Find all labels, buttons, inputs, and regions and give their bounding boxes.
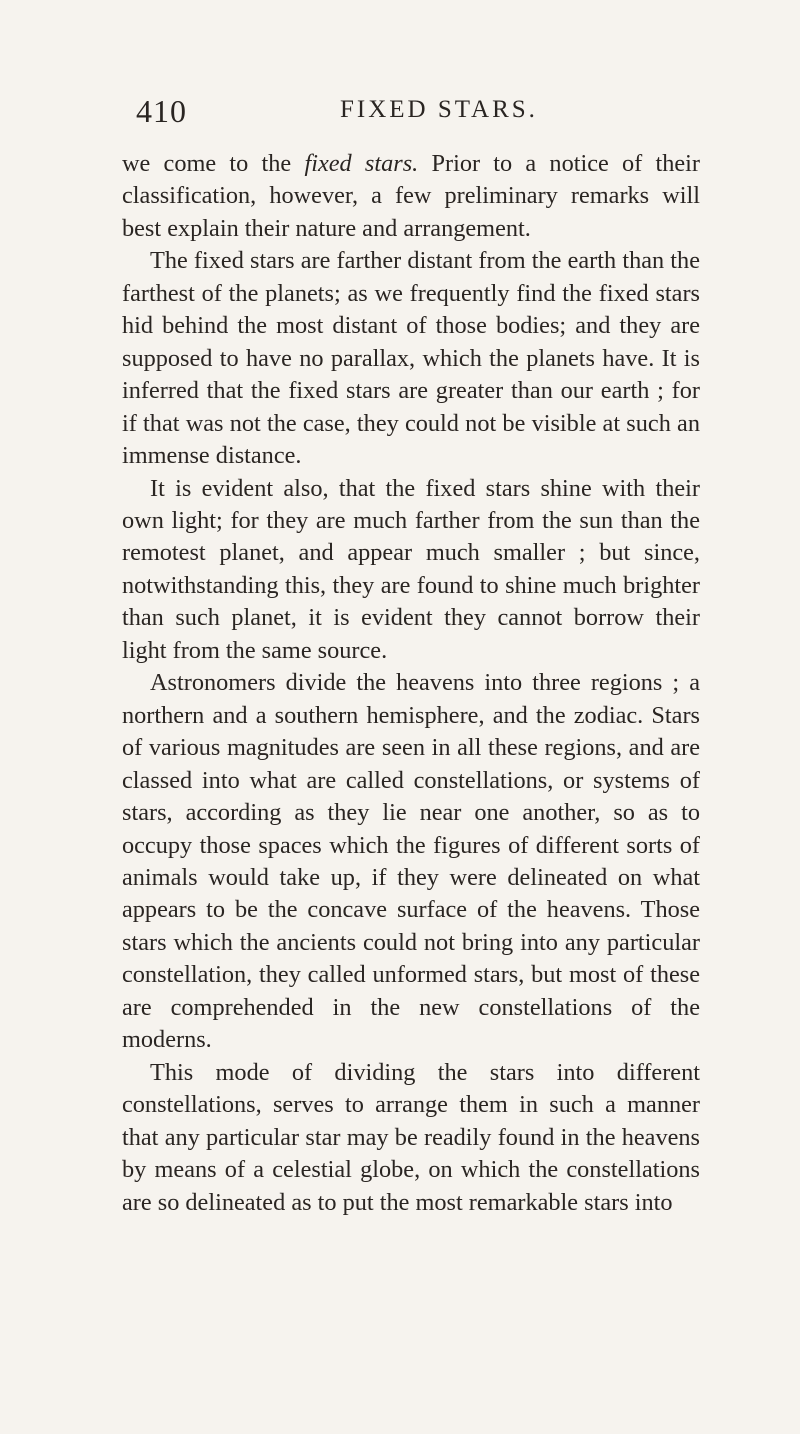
paragraph-1 <box>122 148 700 245</box>
fixed-stars-emphasis: fixed stars. <box>304 150 419 177</box>
paragraph-1-text-start: we come to the <box>122 150 305 177</box>
paragraph-1-text-end: Prior to a notice of their classification, however, a few preliminary remarks will best explain their nature and arrangement. <box>122 150 700 242</box>
page-number: 410 <box>136 93 187 129</box>
paragraph-4: Astronomers divide the heavens into three regions ; a northern and a southern hemisphere, and the zodiac. Stars of various magnitudes are seen in all these regions, and are classed into what are called constellations, or systems of stars, according as they lie near one another, so as to occupy those spaces which the figures of different sorts of animals would take up, if they were delineated on what appears to be the concave surface of the heavens. Those stars which the ancients could not bring into any particular constellation, they called unformed stars, but most of these are comprehended in the new constellations of the moderns. <box>122 669 700 1054</box>
paragraph-5: This mode of dividing the stars into different constellations, serves to arrange them in such a manner that any particular star may be readily found in the heavens by means of a celestial globe, on which the constellations are so delineated as to put the most remarkable stars into <box>122 1058 700 1216</box>
paragraph-3: It is evident also, that the fixed stars shine with their own light; for they are much farther from the sun than the remotest planet, and appear much smaller ; but since, notwithstanding this, they are found to shine much brighter than such planet, it is evident they cannot borrow their light from the same source. <box>122 474 700 664</box>
paragraph-2: The fixed stars are farther distant from the earth than the farthest of the planets; as we frequently find the fixed stars hid behind the most distant of those bodies; and they are supposed to have no parallax, which the planets have. It is inferred that the fixed stars are greater than our earth ; for if that was not the case, they could not be visible at such an immense distance. <box>122 247 700 470</box>
running-title: FIXED STARS. <box>340 96 538 123</box>
running-head <box>0 93 800 133</box>
body-text <box>122 148 700 1219</box>
